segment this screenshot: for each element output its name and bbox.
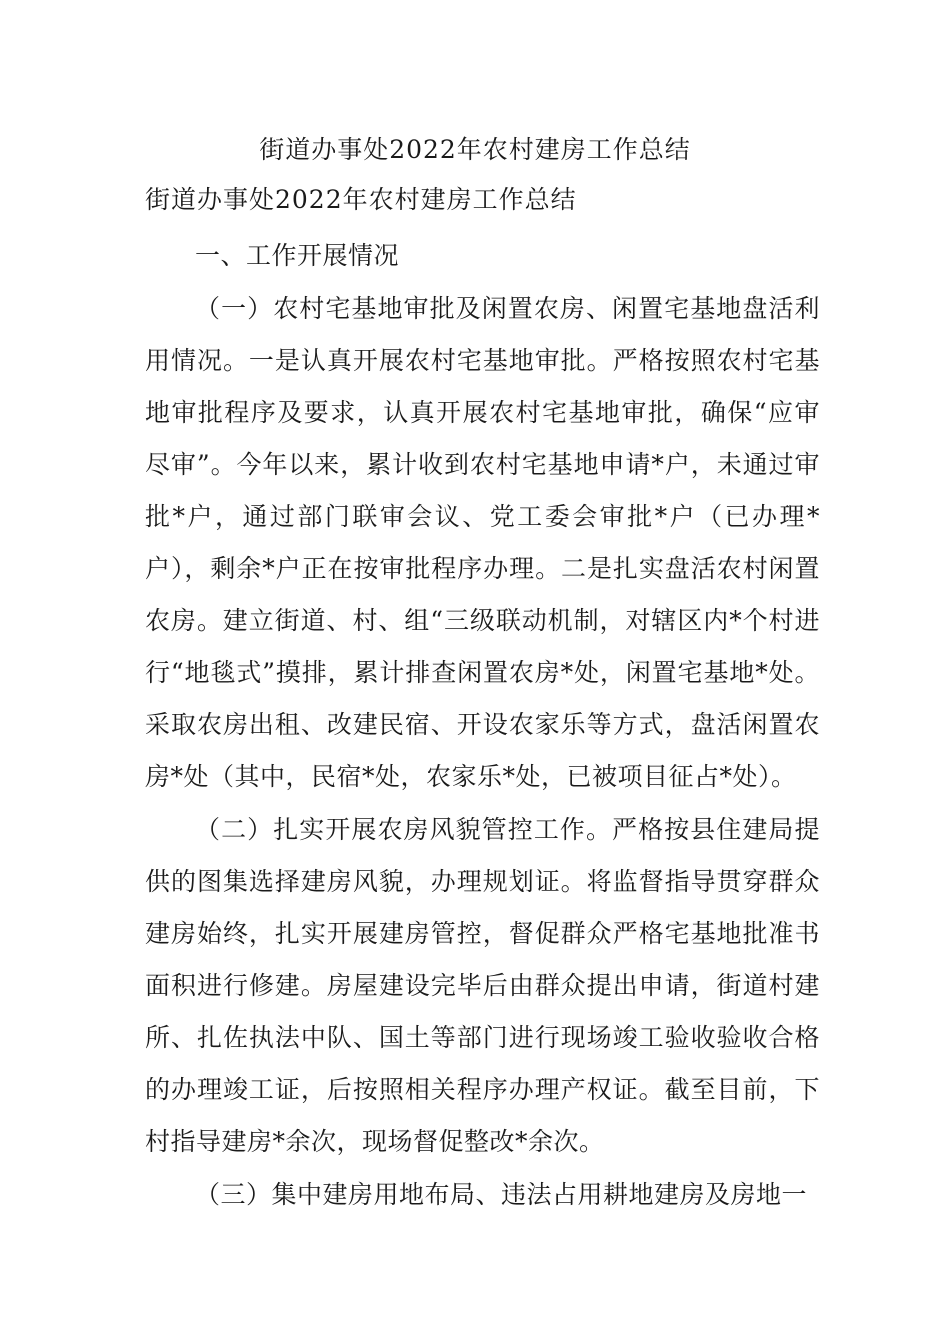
document-body: [145, 230, 820, 1222]
paragraph-land-layout: （三）集中建房用地布局、违法占用耕地建房及房地一: [195, 1180, 808, 1209]
paragraph-style-control: （二）扎实开展农房风貌管控工作。严格按县住建局提供的图集选择建房风貌，办理规划证。将监督指导贯穿群众建房始终，扎实开展建房管控，督促群众严格宅基地批准书面积进行修建。房屋建设完毕后由群众提出申请，街道村建所、扎佐执法中队、国土等部门进行现场竣工验收验收合格的办理竣工证，后按照相关程序办理产权证。截至目前，下村指导建房*余次，现场督促整改*余次。: [145, 815, 820, 1156]
paragraph-homestead-approval: （一）农村宅基地审批及闲置农房、闲置宅基地盘活利用情况。一是认真开展农村宅基地审批。严格按照农村宅基地审批程序及要求，认真开展农村宅基地审批，确保“应审尽审”。今年以来，累计收到农村宅基地申请*户，未通过审批*户，通过部门联审会议、党工委会审批*户（已办理*户），剩余*户正在按审批程序办理。二是扎实盘活农村闲置农房。建立街道、村、组“三级联动机制，对辖区内*个村进行“地毯式”摸排，累计排查闲置农房*处，闲置宅基地*处。采取农房出租、改建民宿、开设农家乐等方式，盘活闲置农房*处（其中，民宿*处，农家乐*处，已被项目征占*处）。: [145, 294, 820, 791]
document-subtitle: 街道办事处2022年农村建房工作总结: [145, 185, 577, 214]
document-title: 街道办事处2022年农村建房工作总结: [259, 135, 691, 164]
section-heading: 一、工作开展情况: [195, 241, 400, 270]
